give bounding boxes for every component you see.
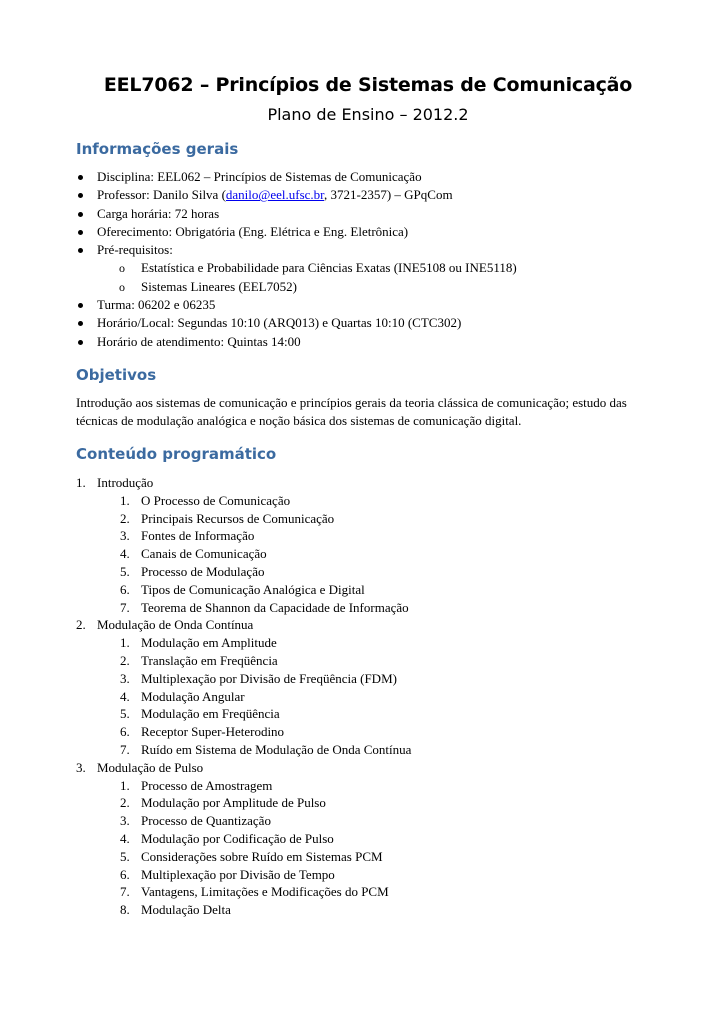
conteudo-subitem xyxy=(76,670,660,688)
conteudo-subitem xyxy=(76,866,660,884)
info-list xyxy=(76,168,660,351)
subitem-number: 3. xyxy=(120,528,130,544)
conteudo-subitem xyxy=(76,545,660,563)
section-heading-objetivos: Objetivos xyxy=(76,365,157,384)
conteudo-subitems xyxy=(76,777,660,919)
conteudo-subitem xyxy=(76,563,660,581)
subitem-number: 4. xyxy=(120,546,130,562)
professor-suffix: , 3721-2357) – GPqCom xyxy=(324,187,453,203)
subitem-text: Vantagens, Limitações e Modificações do PCM xyxy=(141,884,389,900)
subitem-text: Ruído em Sistema de Modulação de Onda Contínua xyxy=(141,741,412,757)
subitem-number: 2. xyxy=(120,652,130,668)
subitem-text: Processo de Quantização xyxy=(141,813,271,829)
section-heading-conteudo: Conteúdo programático xyxy=(76,444,277,463)
conteudo-section-title xyxy=(76,474,660,492)
subitem-number: 1. xyxy=(120,777,130,793)
conteudo-subitem xyxy=(76,812,660,830)
info-prerequisitos xyxy=(76,241,660,296)
subitem-text: Translação em Freqüência xyxy=(141,652,278,668)
subitem-number: 5. xyxy=(120,706,130,722)
conteudo-subitem xyxy=(76,581,660,599)
conteudo-subitem xyxy=(76,830,660,848)
subitem-number: 8. xyxy=(120,902,130,918)
conteudo-subitem xyxy=(76,883,660,901)
section-number: 3. xyxy=(76,759,86,775)
conteudo-subitem xyxy=(76,652,660,670)
objetivos-text: Introdução aos sistemas de comunicação e princípios gerais da teoria clássica de comunicação; estudo das técnicas de modulação analógica e noção básica dos sistemas de comunicação digital. xyxy=(76,394,627,428)
subitem-number: 3. xyxy=(120,813,130,829)
subitem-text: Modulação por Amplitude de Pulso xyxy=(141,795,326,811)
subitem-text: Canais de Comunicação xyxy=(141,546,267,562)
section-title-text: Modulação de Onda Contínua xyxy=(97,617,254,633)
subitem-number: 4. xyxy=(120,688,130,704)
subitem-text: Modulação em Freqüência xyxy=(141,706,280,722)
subitem-text: O Processo de Comunicação xyxy=(141,492,291,508)
subitem-text: Modulação em Amplitude xyxy=(141,635,277,651)
conteudo-subitem xyxy=(76,723,660,741)
document-title: EEL7062 – Princípios de Sistemas de Comunicação xyxy=(103,74,633,96)
conteudo-subitem xyxy=(76,510,660,528)
subitem-text: Fontes de Informação xyxy=(141,528,255,544)
conteudo-subitem xyxy=(76,705,660,723)
conteudo-subitem xyxy=(76,492,660,510)
subitem-text: Principais Recursos de Comunicação xyxy=(141,510,335,526)
conteudo-subitem xyxy=(76,599,660,617)
section-number: 2. xyxy=(76,617,86,633)
professor-email-link[interactable]: danilo@eel.ufsc.br xyxy=(225,187,324,203)
subitem-number: 4. xyxy=(120,830,130,846)
info-atendimento: Horário de atendimento: Quintas 14:00 xyxy=(76,333,660,351)
info-carga: Carga horária: 72 horas xyxy=(76,205,660,223)
conteudo-section xyxy=(76,759,660,919)
subitem-text: Modulação Angular xyxy=(141,688,245,704)
subitem-number: 6. xyxy=(120,866,130,882)
subitem-text: Processo de Amostragem xyxy=(141,777,273,793)
conteudo-subitem xyxy=(76,794,660,812)
subitem-text: Modulação por Codificação de Pulso xyxy=(141,830,334,846)
prereq-label: Pré-requisitos: xyxy=(97,242,173,258)
conteudo-section xyxy=(76,616,660,758)
subitem-number: 7. xyxy=(120,599,130,615)
section-title-text: Introdução xyxy=(97,474,154,490)
conteudo-section xyxy=(76,474,660,616)
conteudo-subitem xyxy=(76,527,660,545)
subitem-text: Considerações sobre Ruído em Sistemas PCM xyxy=(141,848,383,864)
subitem-number: 2. xyxy=(120,795,130,811)
section-number: 1. xyxy=(76,474,86,490)
subitem-text: Teorema de Shannon da Capacidade de Informação xyxy=(141,599,409,615)
subitem-number: 1. xyxy=(120,492,130,508)
subitem-text: Multiplexação por Divisão de Tempo xyxy=(141,866,335,882)
conteudo-subitem xyxy=(76,741,660,759)
document-subtitle: Plano de Ensino – 2012.2 xyxy=(267,105,469,124)
subitem-number: 6. xyxy=(120,724,130,740)
conteudo-subitem xyxy=(76,634,660,652)
subitem-number: 7. xyxy=(120,741,130,757)
subitem-number: 6. xyxy=(120,581,130,597)
subitem-number: 7. xyxy=(120,884,130,900)
info-horario: Horário/Local: Segundas 10:10 (ARQ013) e Quartas 10:10 (CTC302) xyxy=(76,314,660,332)
prereq-item: o Estatística e Probabilidade para Ciências Exatas (INE5108 ou INE5118) xyxy=(97,259,660,277)
conteudo-subitem xyxy=(76,777,660,795)
section-heading-info: Informações gerais xyxy=(76,140,239,158)
subitem-number: 2. xyxy=(120,510,130,526)
prereq-item: o Sistemas Lineares (EEL7052) xyxy=(97,278,660,296)
info-disciplina: Disciplina: EEL062 – Princípios de Sistemas de Comunicação xyxy=(76,168,660,186)
conteudo-subitem xyxy=(76,688,660,706)
subitem-text: Multiplexação por Divisão de Freqüência (FDM) xyxy=(141,670,397,686)
conteudo-section-title xyxy=(76,759,660,777)
conteudo-section-title xyxy=(76,616,660,634)
subitem-text: Tipos de Comunicação Analógica e Digital xyxy=(141,581,365,597)
subitem-text: Processo de Modulação xyxy=(141,563,265,579)
conteudo-subitems xyxy=(76,634,660,759)
info-turma: Turma: 06202 e 06235 xyxy=(76,296,660,314)
conteudo-subitems xyxy=(76,492,660,617)
subitem-text: Modulação Delta xyxy=(141,902,231,918)
info-professor xyxy=(76,186,660,204)
prereq-list xyxy=(97,259,660,296)
conteudo-subitem xyxy=(76,848,660,866)
subitem-number: 3. xyxy=(120,670,130,686)
conteudo-subitem xyxy=(76,901,660,919)
subitem-text: Receptor Super-Heterodino xyxy=(141,724,285,740)
conteudo-list xyxy=(76,474,660,919)
subitem-number: 1. xyxy=(120,635,130,651)
professor-prefix: Professor: Danilo Silva ( xyxy=(97,187,226,203)
subitem-number: 5. xyxy=(120,848,130,864)
info-oferecimento: Oferecimento: Obrigatória (Eng. Elétrica e Eng. Eletrônica) xyxy=(76,223,660,241)
section-title-text: Modulação de Pulso xyxy=(97,759,204,775)
subitem-number: 5. xyxy=(120,563,130,579)
